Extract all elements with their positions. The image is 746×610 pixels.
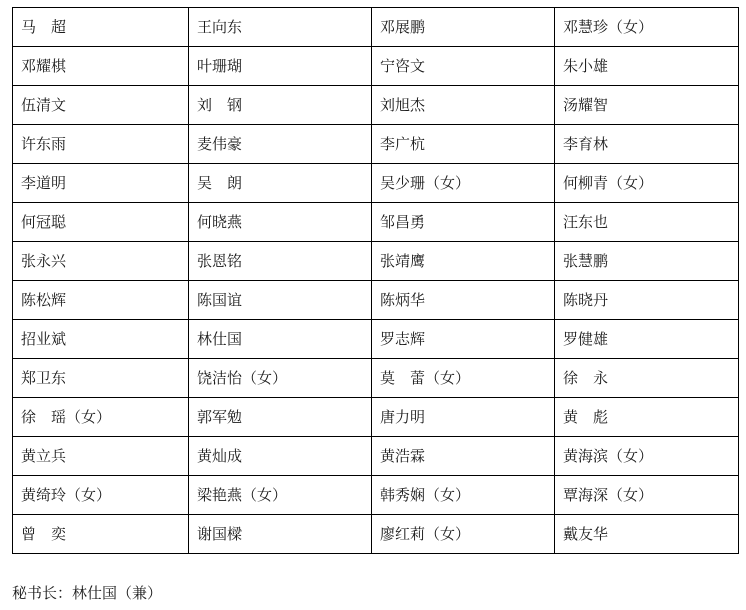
member-name-cell: 陈晓丹 bbox=[555, 281, 739, 320]
table-row bbox=[13, 437, 739, 476]
member-name-cell: 吴少珊（女） bbox=[372, 164, 555, 203]
table-row bbox=[13, 320, 739, 359]
member-name-cell: 刘 钢 bbox=[189, 86, 372, 125]
member-name-cell: 徐 瑶（女） bbox=[13, 398, 189, 437]
member-name-cell: 张恩铭 bbox=[189, 242, 372, 281]
member-name-cell: 李道明 bbox=[13, 164, 189, 203]
member-name-cell: 宁咨文 bbox=[372, 47, 555, 86]
member-name-cell: 伍清文 bbox=[13, 86, 189, 125]
table-row bbox=[13, 281, 739, 320]
member-name-cell: 罗志辉 bbox=[372, 320, 555, 359]
member-name-cell: 郭军勉 bbox=[189, 398, 372, 437]
table-row bbox=[13, 203, 739, 242]
member-name-cell: 韩秀娴（女） bbox=[372, 476, 555, 515]
member-name-cell: 黄浩霖 bbox=[372, 437, 555, 476]
member-name-cell: 张永兴 bbox=[13, 242, 189, 281]
member-name-cell: 何晓燕 bbox=[189, 203, 372, 242]
member-name-cell: 梁艳燕（女） bbox=[189, 476, 372, 515]
member-name-cell: 许东雨 bbox=[13, 125, 189, 164]
table-row bbox=[13, 398, 739, 437]
member-name-cell: 邓慧珍（女） bbox=[555, 8, 739, 47]
member-name-cell: 陈炳华 bbox=[372, 281, 555, 320]
member-name-cell: 谢国樑 bbox=[189, 515, 372, 554]
member-name-cell: 朱小雄 bbox=[555, 47, 739, 86]
member-name-cell: 招业斌 bbox=[13, 320, 189, 359]
member-name-cell: 陈国谊 bbox=[189, 281, 372, 320]
table-row bbox=[13, 515, 739, 554]
secretary-general-note: 秘书长：林仕国（兼） bbox=[12, 584, 163, 602]
member-name-cell: 覃海深（女） bbox=[555, 476, 739, 515]
table-row bbox=[13, 476, 739, 515]
member-name-cell: 黄立兵 bbox=[13, 437, 189, 476]
member-name-cell: 汪东也 bbox=[555, 203, 739, 242]
member-name-cell: 何柳青（女） bbox=[555, 164, 739, 203]
table-row bbox=[13, 86, 739, 125]
member-name-cell: 李育林 bbox=[555, 125, 739, 164]
member-name-cell: 李广杭 bbox=[372, 125, 555, 164]
member-name-cell: 林仕国 bbox=[189, 320, 372, 359]
member-name-cell: 张靖鹰 bbox=[372, 242, 555, 281]
member-name-cell: 唐力明 bbox=[372, 398, 555, 437]
member-name-cell: 汤耀智 bbox=[555, 86, 739, 125]
member-name-cell: 马 超 bbox=[13, 8, 189, 47]
table-row bbox=[13, 125, 739, 164]
member-name-cell: 徐 永 bbox=[555, 359, 739, 398]
member-name-cell: 廖红莉（女） bbox=[372, 515, 555, 554]
member-name-cell: 罗健雄 bbox=[555, 320, 739, 359]
member-name-cell: 邓耀棋 bbox=[13, 47, 189, 86]
member-table-body bbox=[13, 8, 739, 554]
member-name-cell: 张慧鹏 bbox=[555, 242, 739, 281]
table-row bbox=[13, 242, 739, 281]
member-name-cell: 王向东 bbox=[189, 8, 372, 47]
member-name-cell: 刘旭杰 bbox=[372, 86, 555, 125]
table-row bbox=[13, 164, 739, 203]
member-name-cell: 麦伟豪 bbox=[189, 125, 372, 164]
member-name-cell: 黄 彪 bbox=[555, 398, 739, 437]
member-name-cell: 黄灿成 bbox=[189, 437, 372, 476]
member-name-cell: 黄绮玲（女） bbox=[13, 476, 189, 515]
table-row bbox=[13, 359, 739, 398]
member-name-cell: 吴 朗 bbox=[189, 164, 372, 203]
member-name-cell: 饶洁怡（女） bbox=[189, 359, 372, 398]
member-name-cell: 郑卫东 bbox=[13, 359, 189, 398]
table-row bbox=[13, 8, 739, 47]
member-name-cell: 邹昌勇 bbox=[372, 203, 555, 242]
table-row bbox=[13, 47, 739, 86]
member-name-cell: 陈松辉 bbox=[13, 281, 189, 320]
member-name-cell: 邓展鹏 bbox=[372, 8, 555, 47]
member-name-cell: 莫 蕾（女） bbox=[372, 359, 555, 398]
member-name-cell: 戴友华 bbox=[555, 515, 739, 554]
member-table bbox=[12, 7, 739, 554]
member-name-cell: 何冠聪 bbox=[13, 203, 189, 242]
member-name-cell: 叶珊瑚 bbox=[189, 47, 372, 86]
member-name-cell: 黄海滨（女） bbox=[555, 437, 739, 476]
member-name-cell: 曾 奕 bbox=[13, 515, 189, 554]
